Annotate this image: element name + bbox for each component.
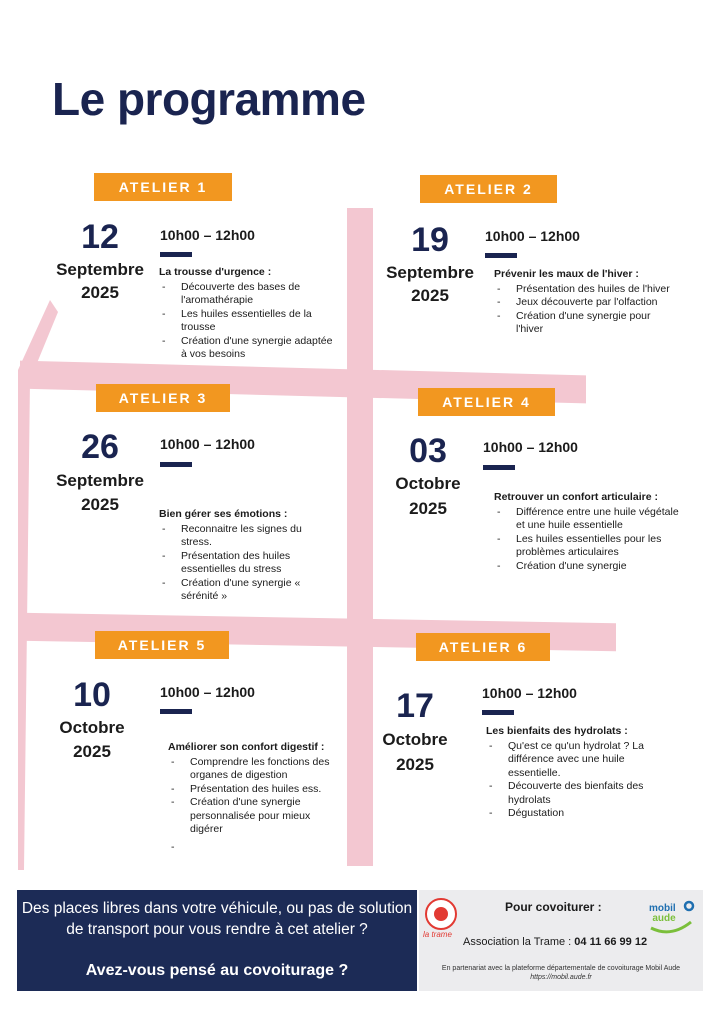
carpool-contact-title: Pour covoiturer :	[505, 900, 602, 914]
list-item: - Qu'est ce qu'un hydrolat ? La différence avec une huile essentielle.	[486, 740, 671, 781]
atelier-time: 10h00 – 12h00	[485, 228, 580, 244]
atelier-month: Septembre	[56, 260, 144, 279]
atelier-badge: ATELIER 2	[420, 175, 557, 203]
atelier-day: 17	[396, 687, 434, 725]
atelier-dash	[160, 462, 192, 467]
atelier-time: 10h00 – 12h00	[483, 439, 578, 455]
atelier-month: Octobre	[395, 474, 461, 493]
trame-logo-icon	[425, 898, 457, 930]
list-item: - Découverte des bases de l'aromathérapie	[159, 281, 334, 308]
atelier-month: Octobre	[382, 730, 448, 749]
atelier-content	[159, 266, 334, 362]
atelier-day: 03	[409, 432, 447, 470]
atelier-content	[159, 508, 334, 604]
page-title: Le programme	[52, 73, 366, 125]
carpool-banner	[17, 890, 417, 991]
list-item: - Création d'une synergie pour l'hiver	[494, 310, 679, 337]
list-item: - Création d'une synergie	[494, 560, 684, 574]
atelier-month: Octobre	[59, 718, 125, 737]
atelier-content-title: Retrouver un confort articulaire :	[494, 491, 658, 503]
atelier-time: 10h00 – 12h00	[160, 684, 255, 700]
atelier-content-title: Bien gérer ses émotions :	[159, 508, 288, 520]
atelier-year: 2025	[81, 283, 119, 302]
partner-url[interactable]: https://mobil.aude.fr	[530, 974, 592, 981]
list-item: - Présentation des huiles de l'hiver	[494, 283, 679, 297]
atelier-dash	[160, 252, 192, 257]
carpool-contact-panel	[419, 890, 703, 991]
mobil-aude-logo-text: mobil aude	[649, 903, 676, 924]
list-item: - Reconnaitre les signes du stress.	[159, 523, 334, 550]
list-item: - Création d'une synergie personnalisée pour mieux digérer	[168, 796, 343, 837]
association-label: Association la Trame :	[463, 936, 575, 948]
list-item: - Présentation des huiles essentielles du stress	[159, 550, 334, 577]
carpool-banner-question: Avez-vous pensé au covoiturage ?	[85, 962, 349, 979]
carpool-banner-text: Des places libres dans votre véhicule, ou pas de solution de transport pour vous rendre à cet atelier ?	[21, 900, 413, 938]
atelier-time: 10h00 – 12h00	[482, 685, 577, 701]
list-item: - Dégustation	[486, 807, 671, 821]
atelier-badge: ATELIER 5	[95, 631, 229, 659]
atelier-badge: ATELIER 3	[96, 384, 230, 412]
list-item: - Création d'une synergie « sérénité »	[159, 577, 334, 604]
atelier-time: 10h00 – 12h00	[160, 436, 255, 452]
atelier-year: 2025	[73, 742, 111, 761]
list-item: - Les huiles essentielles pour les problèmes articulaires	[494, 533, 684, 560]
atelier-badge: ATELIER 6	[416, 633, 550, 661]
list-item: - Création d'une synergie adaptée à vos besoins	[159, 335, 334, 362]
pink-diagonal-band	[18, 300, 58, 870]
list-item: - Présentation des huiles ess.	[168, 783, 343, 797]
atelier-content	[486, 725, 671, 821]
atelier-day: 12	[81, 218, 119, 256]
list-item: - Jeux découverte par l'olfaction	[494, 296, 679, 310]
partner-text: En partenariat avec la plateforme départementale de covoiturage Mobil Aude https://mobil.aude.fr	[423, 964, 699, 982]
atelier-year: 2025	[396, 755, 434, 774]
atelier-content	[168, 741, 343, 854]
atelier-year: 2025	[81, 495, 119, 514]
atelier-content-title: Améliorer son confort digestif :	[168, 741, 325, 753]
association-contact	[463, 936, 647, 948]
list-item: - Différence entre une huile végétale et une huile essentielle	[494, 506, 684, 533]
atelier-dash	[485, 253, 517, 258]
atelier-month: Septembre	[56, 471, 144, 490]
list-item: - Découverte des bienfaits des hydrolats	[486, 780, 671, 807]
atelier-content	[494, 491, 684, 573]
atelier-day: 10	[73, 676, 111, 714]
list-item: - Comprendre les fonctions des organes de digestion	[168, 756, 343, 783]
atelier-content-title: La trousse d'urgence :	[159, 266, 272, 278]
trame-logo-text: la trame	[423, 930, 452, 939]
atelier-year: 2025	[411, 286, 449, 305]
atelier-month: Septembre	[386, 263, 474, 282]
atelier-content-title: Prévenir les maux de l'hiver :	[494, 268, 639, 280]
atelier-year: 2025	[409, 499, 447, 518]
atelier-badge: ATELIER 1	[94, 173, 232, 201]
list-item	[168, 841, 343, 854]
atelier-day: 19	[411, 221, 449, 259]
atelier-day: 26	[81, 428, 119, 466]
atelier-dash	[482, 710, 514, 715]
atelier-content-title: Les bienfaits des hydrolats :	[486, 725, 628, 737]
atelier-content	[494, 268, 679, 337]
atelier-badge: ATELIER 4	[418, 388, 555, 416]
atelier-dash	[483, 465, 515, 470]
list-item: - Les huiles essentielles de la trousse	[159, 308, 334, 335]
atelier-time: 10h00 – 12h00	[160, 227, 255, 243]
association-phone: 04 11 66 99 12	[574, 936, 648, 948]
atelier-dash	[160, 709, 192, 714]
